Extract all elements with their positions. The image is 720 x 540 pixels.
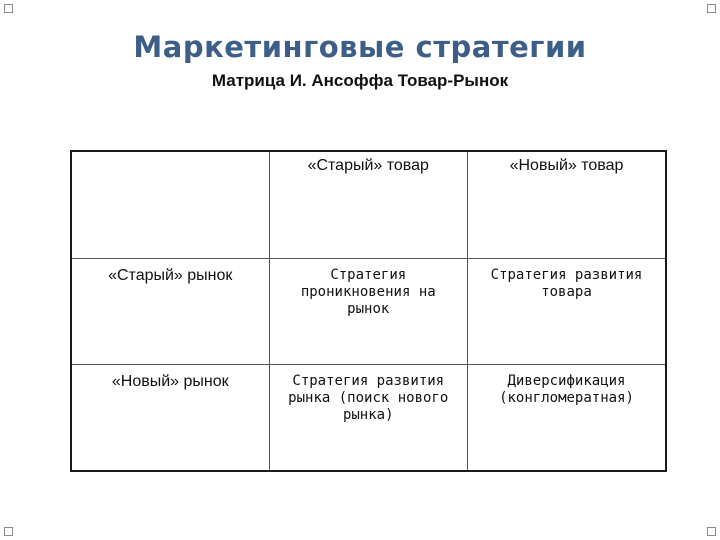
slide-subtitle: Матрица И. Ансоффа Товар-Рынок — [211, 71, 509, 90]
strategy-diversification: Диверсификация (конгломератная) — [468, 364, 667, 471]
matrix-header-row — [71, 151, 666, 258]
corner-marker-bottom-left — [4, 527, 13, 536]
corner-marker-bottom-right — [707, 527, 716, 536]
matrix-row-new-market — [71, 364, 666, 471]
matrix-row-old-market — [71, 258, 666, 364]
ansoff-matrix-table — [70, 150, 667, 472]
column-header-old-product: «Старый» товар — [269, 151, 468, 258]
slide-title: Маркетинговые стратегии — [133, 30, 587, 64]
strategy-market-development: Стратегия развития рынка (поиск нового рынка) — [269, 364, 468, 471]
matrix-corner-cell — [71, 151, 269, 258]
row-header-old-market: «Старый» рынок — [71, 258, 269, 364]
corner-marker-top-right — [707, 4, 716, 13]
row-header-new-market: «Новый» рынок — [71, 364, 269, 471]
column-header-new-product: «Новый» товар — [468, 151, 667, 258]
corner-marker-top-left — [4, 4, 13, 13]
strategy-market-penetration: Стратегия проникновения на рынок — [269, 258, 468, 364]
strategy-product-development: Стратегия развития товара — [468, 258, 667, 364]
